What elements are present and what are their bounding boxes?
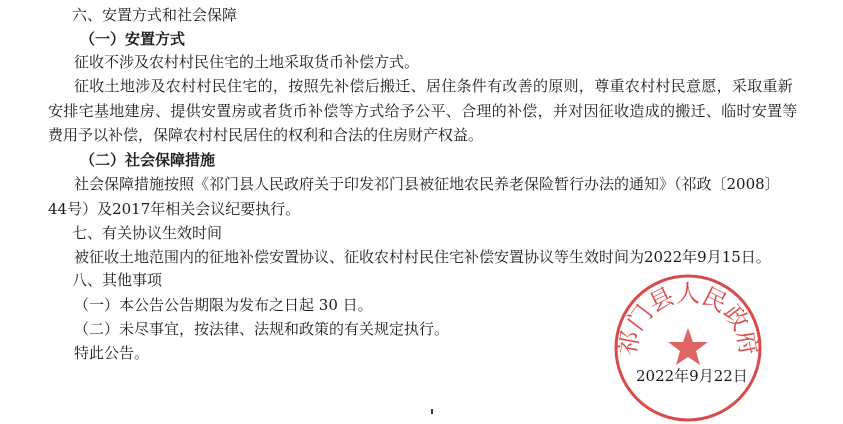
section-heading-7: 七、有关协议生效时间 [72, 224, 223, 242]
official-seal [612, 272, 764, 424]
section-heading-8: 八、其他事项 [72, 271, 163, 289]
section-heading-6: 六、安置方式和社会保障 [72, 6, 238, 24]
paragraph-line: 被征收土地范围内的征地补偿安置协议、征收农村村民住宅补偿安置协议等生效时间为2022年9月15日。 [74, 248, 771, 266]
signature-date: 2022年9月22日 [636, 367, 748, 385]
paragraph-line: 征收不涉及农村村民住宅的土地采取货币补偿方式。 [74, 53, 420, 71]
subheading-resettlement-method: （一）安置方式 [80, 30, 186, 48]
seal-star-icon [668, 328, 708, 365]
paragraph-line: 44号）及2017年相关会议纪要执行。 [48, 200, 301, 218]
paragraph-line: 征收土地涉及农村村民住宅的，按照先补偿后搬迁、居住条件有改善的原则，尊重农村村民意愿，采取重新 [74, 77, 794, 95]
page-mark [431, 409, 433, 414]
paragraph-line: 费用予以补偿，保障农村村民居住的权利和合法的住房财产权益。 [48, 126, 484, 144]
seal-lettering: 祁门县人民政府 [613, 279, 763, 358]
paragraph-line: 安排宅基地建房、提供安置房或者货币补偿等方式给予公平、合理的补偿，并对因征收造成的搬迁、临时安置等 [48, 102, 798, 120]
closing-statement: 特此公告。 [74, 344, 150, 362]
list-item: （二）未尽事宜，按法律、法规和政策的有关规定执行。 [74, 320, 450, 338]
paragraph-line: 社会保障措施按照《祁门县人民政府关于印发祁门县被征地农民养老保险暂行办法的通知》（祁政〔2008〕 [74, 175, 780, 193]
subheading-social-security: （二）社会保障措施 [80, 151, 216, 169]
list-item: （一）本公告公告期限为发布之日起 30 日。 [74, 296, 373, 314]
